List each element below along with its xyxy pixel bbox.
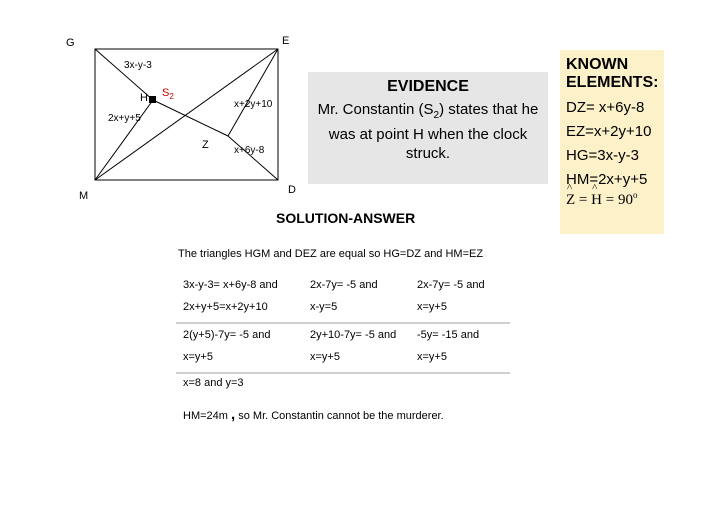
point-z-label: Z xyxy=(202,139,209,151)
solution-steps-table xyxy=(176,274,510,374)
point-h-label: H xyxy=(140,92,148,104)
edge-label-hg: 3x-y-3 xyxy=(124,60,152,71)
geometry-diagram xyxy=(0,0,300,210)
suspect-letter: S xyxy=(162,87,170,99)
evidence-text xyxy=(308,100,548,163)
step-cell: 2(y+5)-7y= -5 and xyxy=(183,329,271,341)
known-item-ez: EZ=x+2y+10 xyxy=(566,123,652,140)
step-cell: 2y+10-7y= -5 and xyxy=(310,329,397,341)
vertex-m-label: M xyxy=(79,190,89,202)
degree-unit: o xyxy=(632,190,638,200)
conclusion xyxy=(183,406,444,423)
step-row-4 xyxy=(176,346,510,368)
vertex-e-label: E xyxy=(282,35,290,47)
known-right-angle xyxy=(560,190,664,209)
evidence-text-start: Mr. Constantin (S xyxy=(317,101,434,118)
vertex-d-label: D xyxy=(288,184,296,196)
step-cell: x=y+5 xyxy=(183,351,213,363)
conclusion-text: so Mr. Constantin cannot be the murderer. xyxy=(235,410,444,422)
evidence-text-end: ) states that he was at point H when the clock struck. xyxy=(328,101,539,162)
row-divider xyxy=(176,368,510,373)
step-cell: x=y+5 xyxy=(310,351,340,363)
step-row-3 xyxy=(176,323,510,346)
evidence-subscript: 2 xyxy=(433,110,440,121)
known-item-hm: HM=2x+y+5 xyxy=(566,171,648,188)
step-cell: x-y=5 xyxy=(310,301,338,313)
step-cell: -5y= -15 and xyxy=(417,329,480,341)
line-z-e xyxy=(228,49,278,136)
step-cell: x=y+5 xyxy=(417,301,447,313)
suspect-subscript: 2 xyxy=(169,92,174,101)
step-cell: 2x-7y= -5 and xyxy=(310,279,378,291)
conclusion-hm: HM=24m xyxy=(183,410,228,422)
known-item-hg: HG=3x-y-3 xyxy=(566,147,639,164)
known-elements-box xyxy=(560,50,664,234)
edge-label-ez: x+2y+10 xyxy=(234,99,273,110)
point-h-marker xyxy=(149,96,156,103)
angle-z: ^ Z xyxy=(566,192,575,209)
vertex-g-label: G xyxy=(66,37,75,49)
known-item-dz: DZ= x+6y-8 xyxy=(566,99,645,116)
angle-eq1: = xyxy=(578,192,588,208)
suspect-s2-label xyxy=(162,87,174,101)
known-elements-title: KNOWN ELEMENTS: xyxy=(566,56,659,91)
step-cell: 3x-y-3= x+6y-8 and xyxy=(183,279,278,291)
angle-h: ^ H xyxy=(591,192,602,209)
line-m-h xyxy=(95,100,153,180)
step-cell: 2x-7y= -5 and xyxy=(417,279,485,291)
evidence-box xyxy=(308,72,548,184)
step-cell: x=y+5 xyxy=(417,351,447,363)
evidence-title: EVIDENCE xyxy=(387,78,469,95)
step-row-2 xyxy=(176,296,510,318)
step-row-1 xyxy=(176,274,510,296)
angle-value: 90 xyxy=(617,192,633,208)
edge-label-hm: 2x+y+5 xyxy=(108,113,141,124)
step-cell: 2x+y+5=x+2y+10 xyxy=(183,301,268,313)
edge-label-dz: x+6y-8 xyxy=(234,145,265,156)
line-z-d xyxy=(228,136,278,180)
xy-result: x=8 and y=3 xyxy=(183,377,244,389)
solution-title: SOLUTION-ANSWER xyxy=(276,210,416,226)
conclusion-comma: , xyxy=(231,406,236,423)
angle-eq2: = xyxy=(605,192,615,208)
solution-statement: The triangles HGM and DEZ are equal so HG=DZ and HM=EZ xyxy=(178,248,484,260)
